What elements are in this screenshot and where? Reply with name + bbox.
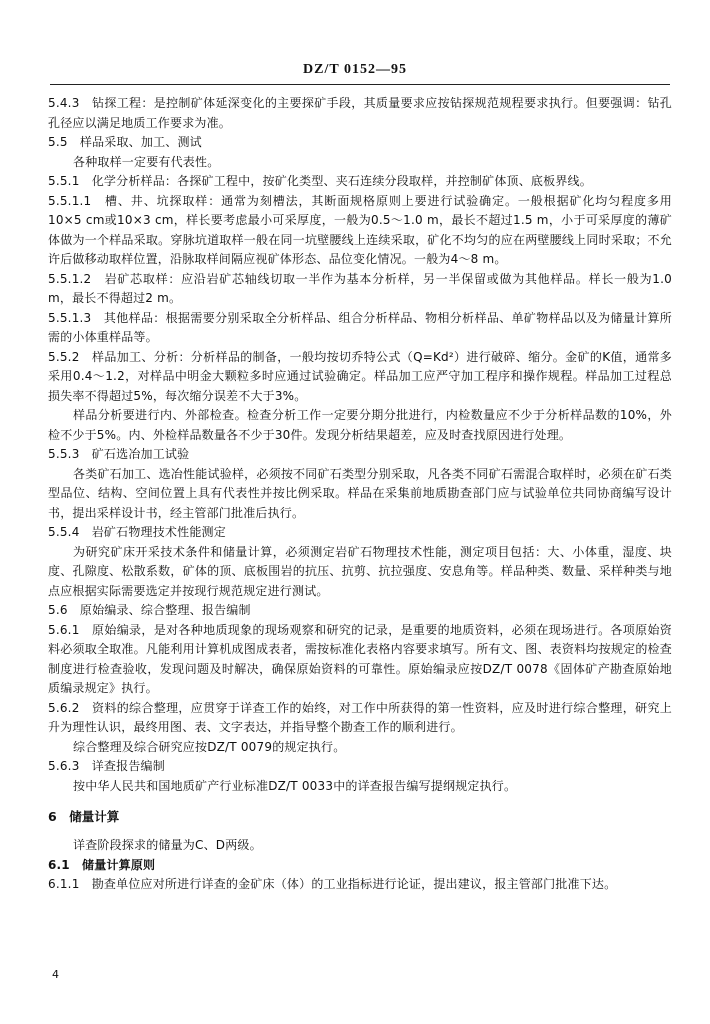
paragraph: 5.6.1 原始编录，是对各种地质现象的现场观察和研究的记录，是重要的地质资料，必须在现场进行。各项原始资料必须取全取准。凡能利用计算机成图成表者，需按标准化表格内容要求填写。所有文、图、表资料均按规定的检查制度进行检查验收，发现问题及时解决，确保原始资料的可靠性。原始编录应按DZ/T 0078《固体矿产勘查原始地质编录规定》执行。 bbox=[48, 622, 672, 695]
paragraph: 5.5.4 岩矿石物理技术性能测定 bbox=[48, 525, 226, 539]
body-text bbox=[48, 94, 672, 895]
subsection-heading: 6.1 储量计算原则 bbox=[48, 857, 156, 872]
paragraph: 5.5.1.1 槽、井、坑探取样：通常为刻槽法，其断面规格原则上要进行试验确定。一般根据矿化均匀程度多用10×5 cm或10×3 cm，样长要考虑最小可采厚度，一般为0.5～1.0 m，最长不超过1.5 m，小于可采厚度的薄矿体做为一个样品采取。穿脉坑道取样一般在同一坑壁腰线上连续采取，矿化不均匀的应在两壁腰线上同时采取；不允许后做移动取样位置，沿脉取样间隔应视矿体形态、品位变化情况。一般为4～8 m。 bbox=[48, 193, 672, 266]
header-rule bbox=[50, 84, 670, 85]
page-number: 4 bbox=[52, 968, 59, 981]
paragraph: 各类矿石加工、选冶性能试验样，必须按不同矿石类型分别采取，凡各类不同矿石需混合取样时，必须在矿石类型品位、结构、空间位置上具有代表性并按比例采取。样品在采集前地质勘查部门应与试验单位共同协商编写设计书，提出采样设计书，经主管部门批准后执行。 bbox=[48, 466, 672, 520]
paragraph: 5.6.3 详查报告编制 bbox=[48, 759, 165, 773]
paragraph: 各种取样一定要有代表性。 bbox=[73, 154, 220, 169]
paragraph: 5.5.1.2 岩矿芯取样：应沿岩矿芯轴线切取一半作为基本分析样，另一半保留或做为其他样品。样长一般为1.0 m，最长不得超过2 m。 bbox=[48, 271, 672, 305]
section-heading: 6 储量计算 bbox=[48, 809, 120, 824]
paragraph: 6.1.1 勘查单位应对所进行详查的金矿床（体）的工业指标进行论证，提出建议，报主管部门批准下达。 bbox=[48, 877, 617, 891]
paragraph: 5.5.3 矿石选冶加工试验 bbox=[48, 447, 190, 461]
paragraph: 5.6 原始编录、综合整理、报告编制 bbox=[48, 603, 251, 617]
paragraph: 综合整理及综合研究应按DZ/T 0079的规定执行。 bbox=[73, 739, 346, 754]
paragraph: 5.5.1.3 其他样品：根据需要分别采取全分析样品、组合分析样品、物相分析样品、单矿物样品以及为储量计算所需的小体重样品等。 bbox=[48, 310, 672, 344]
paragraph: 详查阶段探求的储量为C、D两级。 bbox=[73, 838, 262, 852]
paragraph: 按中华人民共和国地质矿产行业标准DZ/T 0033中的详查报告编写提纲规定执行。 bbox=[73, 778, 517, 793]
paragraph: 5.5.2 样品加工、分析：分析样品的制备，一般均按切乔特公式（Q=Kd²）进行破碎、缩分。金矿的K值，通常多采用0.4～1.2，对样品中明金大颗粒多时应通过试验确定。样品加工应严守加工程序和操作规程。样品加工过程总损失率不得超过5%，每次缩分误差不大于3%。 bbox=[48, 349, 672, 403]
paragraph: 5.5.1 化学分析样品：各探矿工程中，按矿化类型、夹石连续分段取样，并控制矿体顶、底板界线。 bbox=[48, 174, 592, 188]
paragraph: 5.4.3 钻探工程：是控制矿体延深变化的主要探矿手段，其质量要求应按钻探规范规程要求执行。但要强调：钻孔孔径应以满足地质工作要求为准。 bbox=[48, 96, 672, 130]
paragraph: 样品分析要进行内、外部检查。检查分析工作一定要分期分批进行，内检数量应不少于分析样品数的10%，外检不少于5%。内、外检样品数量各不少于30件。发现分析结果超差，应及时查找原因进行处理。 bbox=[48, 408, 672, 442]
paragraph: 5.5 样品采取、加工、测试 bbox=[48, 135, 202, 149]
paragraph: 为研究矿床开采技术条件和储量计算，必须测定岩矿石物理技术性能，测定项目包括：大、小体重，湿度、块度、孔隙度、松散系数，矿体的顶、底板围岩的抗压、抗剪、抗拉强度、安息角等。样品种类、数量、采样种类与地点应根据实际需要选定并按现行规范规定进行测试。 bbox=[48, 544, 672, 598]
paragraph: 5.6.2 资料的综合整理，应贯穿于详查工作的始终，对工作中所获得的第一性资料，应及时进行综合整理，研究上升为理性认识，最终用图、表、文字表达，并指导整个勘查工作的顺利进行。 bbox=[48, 700, 672, 734]
page-header: DZ/T 0152—95 bbox=[303, 62, 407, 77]
